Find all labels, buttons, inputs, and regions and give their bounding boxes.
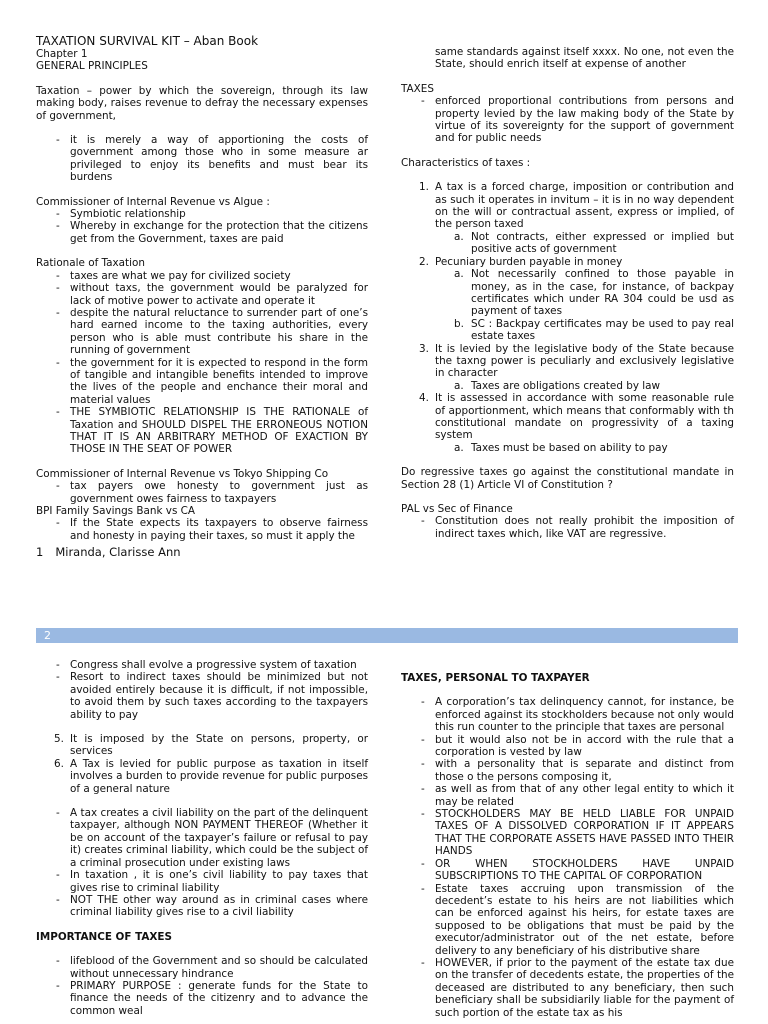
list-item: - it is merely a way of apportioning the costs of government among those who in some measure ar privileged to enjoy its benefits and must bear its burdens (36, 134, 368, 184)
characteristics-list (401, 181, 734, 231)
taxes-bullet-list (401, 95, 734, 145)
list-item (36, 758, 368, 795)
list-item: - Estate taxes accruing upon transmission of the decedent’s estate to his heirs are not liabilities which can be enforced against his heirs, for estate taxes are supposed to be obligations that must be paid by the executor/administrator out of the net estate, before delivery to any beneficiary of his distributive share (401, 883, 734, 957)
page1-left-column (36, 34, 368, 542)
list-item: - but it would also not be in accord with the rule that a corporation is vested by law (401, 734, 734, 759)
list-item: - despite the natural reluctance to surrender part of one’s hard earned income to the taxing authorities, every person who is able must contribute his share in the running of government (36, 307, 368, 357)
item-number: 3. (419, 342, 429, 355)
chapter-label: Chapter 1 (36, 48, 88, 60)
item-text: Not necessarily confined to those payable in money, as in the case, for instance, of backpay certificates which under RA 304 could be usd as payment of taxes (471, 268, 734, 318)
rationale-bullet-list (36, 270, 368, 456)
personal-taxes-heading: TAXES, PERSONAL TO TAXPAYER (401, 672, 590, 684)
bullet-list (36, 659, 368, 721)
characteristics-heading: Characteristics of taxes : (401, 156, 531, 169)
sub-list (401, 231, 734, 256)
item-text: A tax is a forced charge, imposition or contribution and as such it operates in invitum – it is in no way dependent on the will or contractual assent, express or implied, of the person taxed (435, 181, 734, 231)
list-item (401, 318, 734, 343)
taxation-definition: Taxation – power by which the sovereign, through its law making body, raises revenue to defray the necessary expenses of government, (36, 84, 368, 122)
list-item: - Constitution does not really prohibit the imposition of indirect taxes which, like VAT are regressive. (401, 515, 734, 540)
continued-text: same standards against itself xxxx. No one, not even the State, should enrich itself at expense of another (435, 46, 734, 71)
page-header-bar (36, 628, 738, 643)
item-number: 4. (419, 392, 429, 405)
page1-right-column (401, 46, 734, 540)
case-bullet-list (401, 515, 734, 540)
page2-left-column (36, 659, 368, 1017)
list-item: - OR WHEN STOCKHOLDERS HAVE UNPAID SUBSCRIPTIONS TO THE CAPITAL OF CORPORATION (401, 858, 734, 883)
item-letter: a. (454, 379, 464, 392)
list-item: - Congress shall evolve a progressive system of taxation (36, 659, 368, 671)
item-letter: a. (454, 441, 464, 454)
taxation-bullet-list (36, 134, 368, 184)
case-title: PAL vs Sec of Finance (401, 503, 513, 515)
list-item (401, 442, 734, 454)
item-text: Not contracts, either expressed or implied but positive acts of government (471, 230, 734, 256)
item-letter: b. (454, 317, 464, 330)
item-text: It is imposed by the State on persons, property, or services (70, 733, 368, 758)
sub-list (401, 268, 734, 342)
list-item (401, 181, 734, 231)
footer-page-number: 1 (36, 545, 44, 559)
list-item: - HOWEVER, if prior to the payment of the estate tax due on the transfer of decedents estate, the properties of the deceased are distributed to any beneficiary, then such beneficiary shall be subsidiarily liable for the payment of such portion of the estate tax as his (401, 957, 734, 1019)
list-item: - tax payers owe honesty to government just as government owes fairness to taxpayers (36, 480, 368, 505)
item-text: Pecuniary burden payable in money (435, 255, 623, 268)
list-item: - taxes are what we pay for civilized society (36, 270, 368, 282)
footer-author: Miranda, Clarisse Ann (55, 545, 181, 559)
list-item: - with a personality that is separate and distinct from those o the persons composing it, (401, 758, 734, 783)
list-item: - enforced proportional contributions from persons and property levied by the law making body of the State by virtue of its sovereignty for the support of government and for public needs (401, 95, 734, 145)
list-item: - THE SYMBIOTIC RELATIONSHIP IS THE RATIONALE of Taxation and SHOULD DISPEL THE ERRONEOUS NOTION THAT IT IS AN ARBITRARY METHOD OF EXACTION BY THOSE IN THE SEAT OF POWER (36, 406, 368, 456)
list-item: - In taxation , it is one’s civil liability to pay taxes that gives rise to criminal liability (36, 869, 368, 894)
item-letter: a. (454, 268, 464, 281)
sub-list (401, 442, 734, 454)
list-item (401, 343, 734, 380)
case-bullet-list (36, 517, 368, 542)
importance-bullet-list (36, 955, 368, 1017)
document-title: TAXATION SURVIVAL KIT – Aban Book (36, 34, 259, 48)
importance-heading: IMPORTANCE OF TAXES (36, 930, 173, 943)
rationale-heading: Rationale of Taxation (36, 257, 145, 270)
characteristics-list (401, 256, 734, 268)
list-item: - without taxs, the government would be paralyzed for lack of motive power to activate and operate it (36, 282, 368, 307)
case-title: Commissioner of Internal Revenue vs Algue : (36, 195, 270, 208)
case-bullet-list (36, 208, 368, 245)
page-footer (36, 545, 181, 559)
list-item: - NOT THE other way around as in criminal cases where criminal liability gives rise to a civil liability (36, 894, 368, 919)
list-item: - lifeblood of the Government and so should be calculated without unnecessary hindrance (36, 955, 368, 980)
item-number: 2. (419, 255, 429, 268)
list-item: - A tax creates a civil liability on the part of the delinquent taxpayer, although NON PAYMENT THEREOF (Whether it be on account of the taxpayer’s failure or refusal to pay it) creates criminal liability, which could be the subject of a criminal prosecution under existing laws (36, 807, 368, 869)
list-item: - If the State expects its taxpayers to observe fairness and honesty in paying their taxes, so must it apply the (36, 517, 368, 542)
item-text: Taxes must be based on ability to pay (471, 441, 668, 454)
list-item: - PRIMARY PURPOSE : generate funds for the State to finance the needs of the citizenry and to advance the common weal (36, 980, 368, 1017)
item-text: It is levied by the legislative body of the State because the taxng power is peculiarly and exclusively legislative in character (435, 342, 734, 380)
page2-right-column (401, 672, 734, 1019)
item-text: It is assessed in accordance with some reasonable rule of apportionment, which means that conformably with th constitutional mandate on progressivity of a taxing system (435, 392, 734, 442)
list-item (36, 733, 368, 758)
list-item (401, 231, 734, 256)
sub-list (401, 380, 734, 392)
header-page-number: 2 (44, 629, 51, 642)
characteristics-list (36, 733, 368, 795)
list-item (401, 256, 734, 268)
item-letter: a. (454, 230, 464, 243)
page-2 (0, 650, 768, 1024)
list-item: - A corporation’s tax delinquency cannot, for instance, be enforced against its stockholders because not only would this run counter to the principle that taxes are personal (401, 696, 734, 733)
case-title: BPI Family Savings Bank vs CA (36, 505, 196, 517)
section-heading: GENERAL PRINCIPLES (36, 60, 148, 73)
item-text: A Tax is levied for public purpose as taxation in itself involves a burden to provide revenue for public purposes of a general nature (70, 757, 368, 795)
list-item: - Resort to indirect taxes should be minimized but not avoided entirely because it is difficult, if not impossible, to avoid them by such taxes according to the taxpayers ability to pay (36, 671, 368, 721)
list-item: - as well as from that of any other legal entity to which it may be related (401, 783, 734, 808)
case-bullet-list (36, 480, 368, 505)
regressive-question: Do regressive taxes go against the constitutional mandate in Section 28 (1) Article VI of Constitution ? (401, 466, 734, 491)
list-item: - Symbiotic relationship (36, 208, 368, 220)
list-item: - STOCKHOLDERS MAY BE HELD LIABLE FOR UNPAID TAXES OF A DISSOLVED CORPORATION IF IT APPEARS THAT THE CORPORATE ASSETS HAVE PASSED INTO THEIR HANDS (401, 808, 734, 858)
list-item (401, 268, 734, 318)
item-text: Taxes are obligations created by law (471, 379, 661, 392)
list-item (401, 380, 734, 392)
list-item (401, 392, 734, 442)
list-item: - the government for it is expected to respond in the form of tangible and intangible benefits intended to improve the lives of the people and enchance their moral and material values (36, 357, 368, 407)
characteristics-list (401, 392, 734, 442)
case-title: Commissioner of Internal Revenue vs Tokyo Shipping Co (36, 467, 329, 480)
item-number: 6. (54, 757, 64, 770)
bullet-list (36, 807, 368, 919)
characteristics-list (401, 343, 734, 380)
taxes-heading: TAXES (401, 82, 434, 95)
personal-taxes-bullet-list (401, 696, 734, 1019)
list-item: - Whereby in exchange for the protection that the citizens get from the Government, taxes are paid (36, 220, 368, 245)
item-number: 1. (419, 181, 429, 194)
item-text: SC : Backpay certificates may be used to pay real estate taxes (471, 317, 734, 343)
item-number: 5. (54, 733, 64, 746)
